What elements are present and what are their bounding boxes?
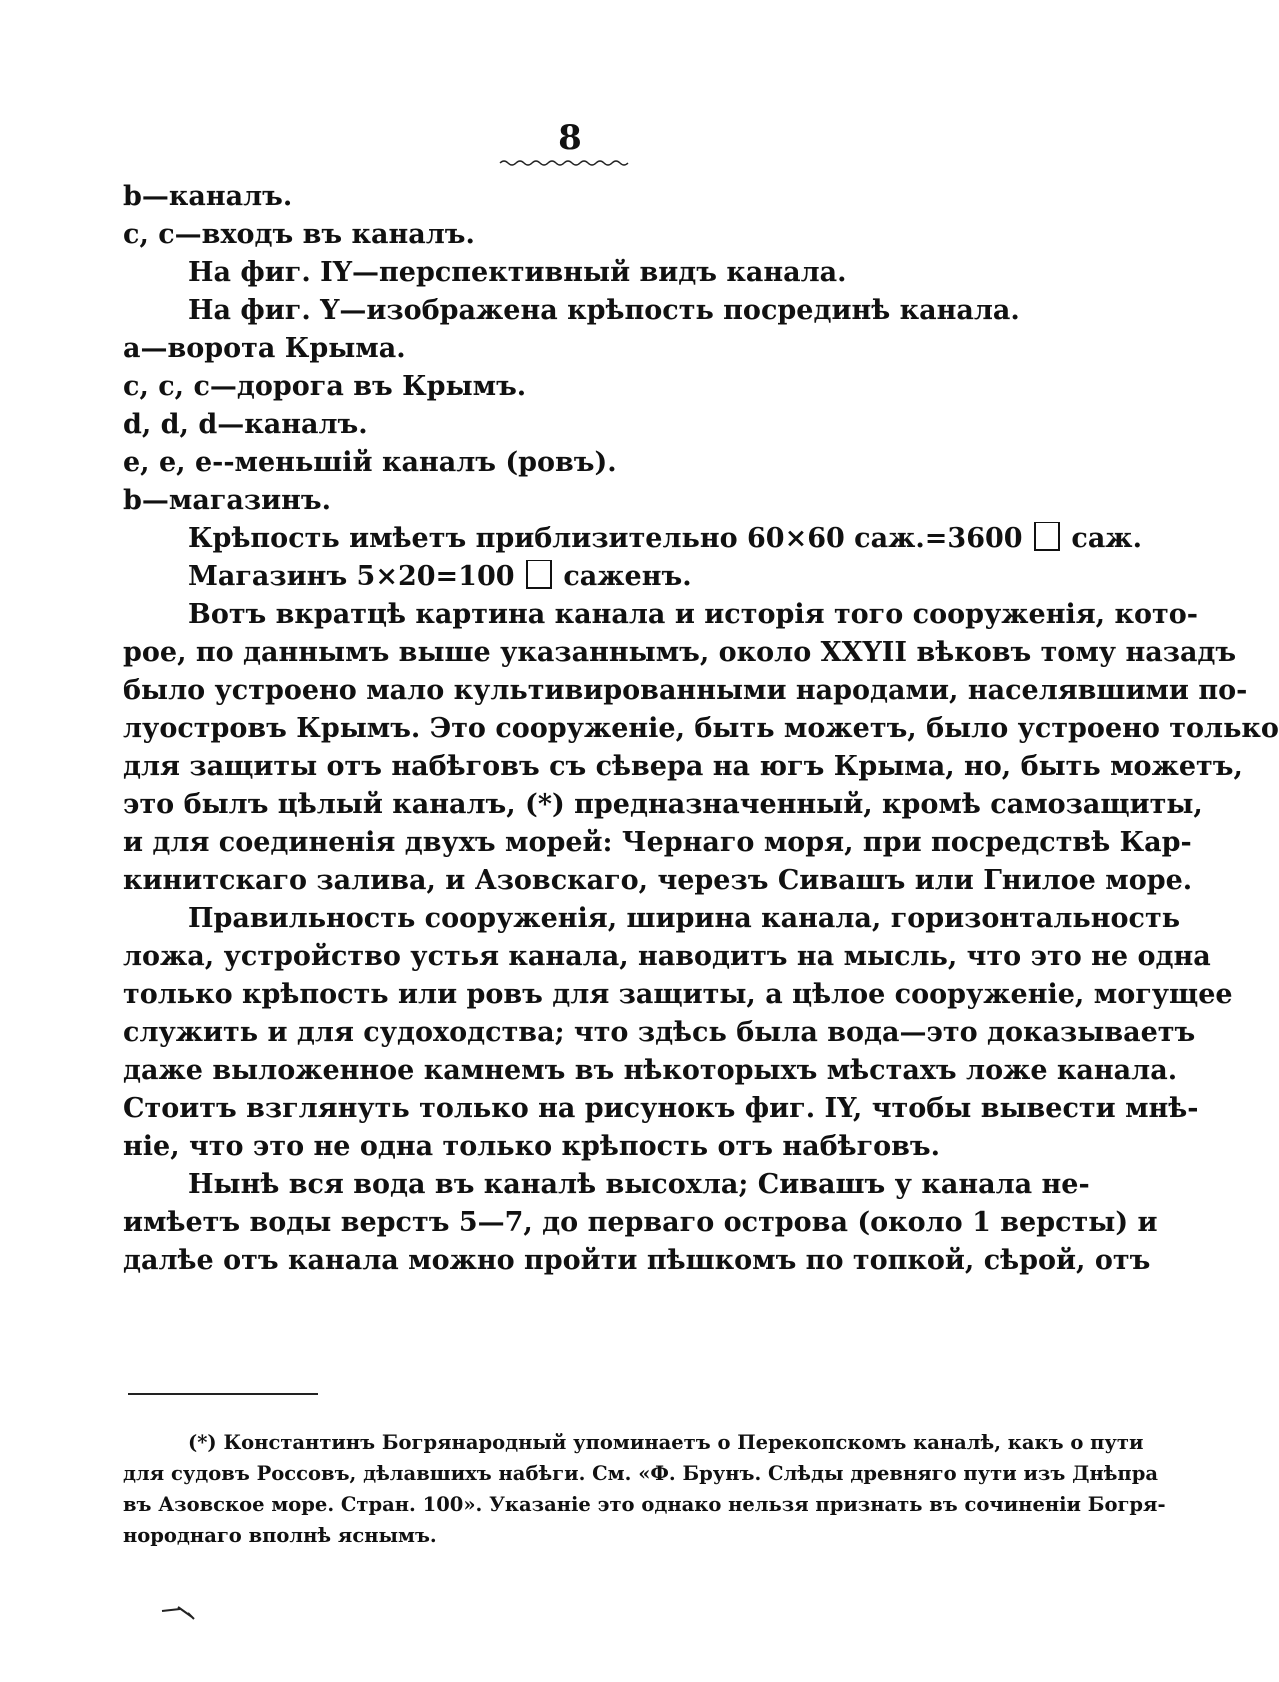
wavy-ornament-icon xyxy=(500,158,630,168)
legend-line-ddd: d, d, d—каналъ. xyxy=(123,409,368,440)
paragraph-2-line: Правильность сооруженія, ширина канала, горизонтальность xyxy=(188,903,1181,934)
square-symbol-icon xyxy=(526,560,552,589)
legend-line-c: c, c—входъ въ каналъ. xyxy=(123,219,475,250)
paragraph-1-line: и для соединенія двухъ морей: Чернаго моря, при посредствѣ Кар- xyxy=(123,827,1192,858)
paragraph-2-line: Стоитъ взглянуть только на рисунокъ фиг. IY, чтобы вывести мнѣ- xyxy=(123,1093,1199,1124)
paragraph-3-line: Нынѣ вся вода въ каналѣ высохла; Сивашъ у канала не- xyxy=(188,1169,1090,1200)
paragraph-1-line: Вотъ вкратцѣ картина канала и исторія того сооруженія, кото- xyxy=(188,599,1198,630)
paragraph-2-line: служить и для судоходства; что здѣсь была вода—это доказываетъ xyxy=(123,1017,1196,1048)
paragraph-2-line: даже выложенное камнемъ въ нѣкоторыхъ мѣстахъ ложе канала. xyxy=(123,1055,1178,1086)
measurement-magazine-unit: саженъ. xyxy=(563,561,692,592)
measurement-fortress xyxy=(188,522,1142,556)
figure-note-iv: На фиг. IY—перспективный видъ канала. xyxy=(188,257,847,288)
legend-line-eee: e, e, e--меньшій каналъ (ровъ). xyxy=(123,447,617,478)
paragraph-1-line: рое, по даннымъ выше указаннымъ, около XXYII вѣковъ тому назадъ xyxy=(123,637,1237,668)
square-symbol-icon xyxy=(1034,522,1060,551)
paragraph-1-line: кинитскаго залива, и Азовскаго, черезъ Сивашъ или Гнилое море. xyxy=(123,865,1193,896)
legend-line-b: b—каналъ. xyxy=(123,181,293,212)
footnote-line: (*) Константинъ Богрянародный упоминаетъ о Перекопскомъ каналѣ, какъ о пути xyxy=(188,1431,1144,1454)
printer-mark-icon xyxy=(160,1603,210,1623)
figure-note-v: На фиг. Y—изображена крѣпость посрединѣ канала. xyxy=(188,295,1020,326)
paragraph-1-line: для защиты отъ набѣговъ съ сѣвера на югъ Крыма, но, быть можетъ, xyxy=(123,751,1243,782)
paragraph-2-line: только крѣпость или ровъ для защиты, а цѣлое сооруженіе, могущее xyxy=(123,979,1233,1010)
measurement-magazine-text: Магазинъ 5×20=100 xyxy=(188,561,515,592)
footnote-divider xyxy=(128,1393,318,1395)
legend-line-ccc: c, c, c—дорога въ Крымъ. xyxy=(123,371,527,402)
legend-line-b-magazine: b—магазинъ. xyxy=(123,485,331,516)
measurement-magazine xyxy=(188,560,692,594)
paragraph-2-line: ложа, устройство устья канала, наводитъ на мысль, что это не одна xyxy=(123,941,1211,972)
paragraph-1-line: луостровъ Крымъ. Это сооруженіе, быть можетъ, было устроено только xyxy=(123,713,1279,744)
measurement-fortress-unit: саж. xyxy=(1071,523,1142,554)
page-number: 8 xyxy=(558,118,582,158)
legend-line-a: a—ворота Крыма. xyxy=(123,333,406,364)
footnote-line: въ Азовское море. Стран. 100». Указаніе это однако нельзя признать въ сочиненіи Богря- xyxy=(123,1493,1166,1516)
paragraph-2-line: ніе, что это не одна только крѣпость отъ набѣговъ. xyxy=(123,1131,941,1162)
paragraph-1-line: было устроено мало культивированными народами, населявшими по- xyxy=(123,675,1248,706)
footnote-line: для судовъ Россовъ, дѣлавшихъ набѣги. См. «Ф. Брунъ. Слѣды древняго пути изъ Днѣпра xyxy=(123,1462,1158,1485)
measurement-fortress-text: Крѣпость имѣетъ приблизительно 60×60 саж.=3600 xyxy=(188,523,1023,554)
paragraph-3-line: имѣетъ воды верстъ 5—7, до перваго острова (около 1 версты) и xyxy=(123,1207,1158,1238)
paragraph-1-line: это былъ цѣлый каналъ, (*) предназначенный, кромѣ самозащиты, xyxy=(123,789,1203,820)
footnote-line: нороднаго вполнѣ яснымъ. xyxy=(123,1524,437,1547)
paragraph-3-line: далѣе отъ канала можно пройти пѣшкомъ по топкой, сѣрой, отъ xyxy=(123,1245,1151,1276)
